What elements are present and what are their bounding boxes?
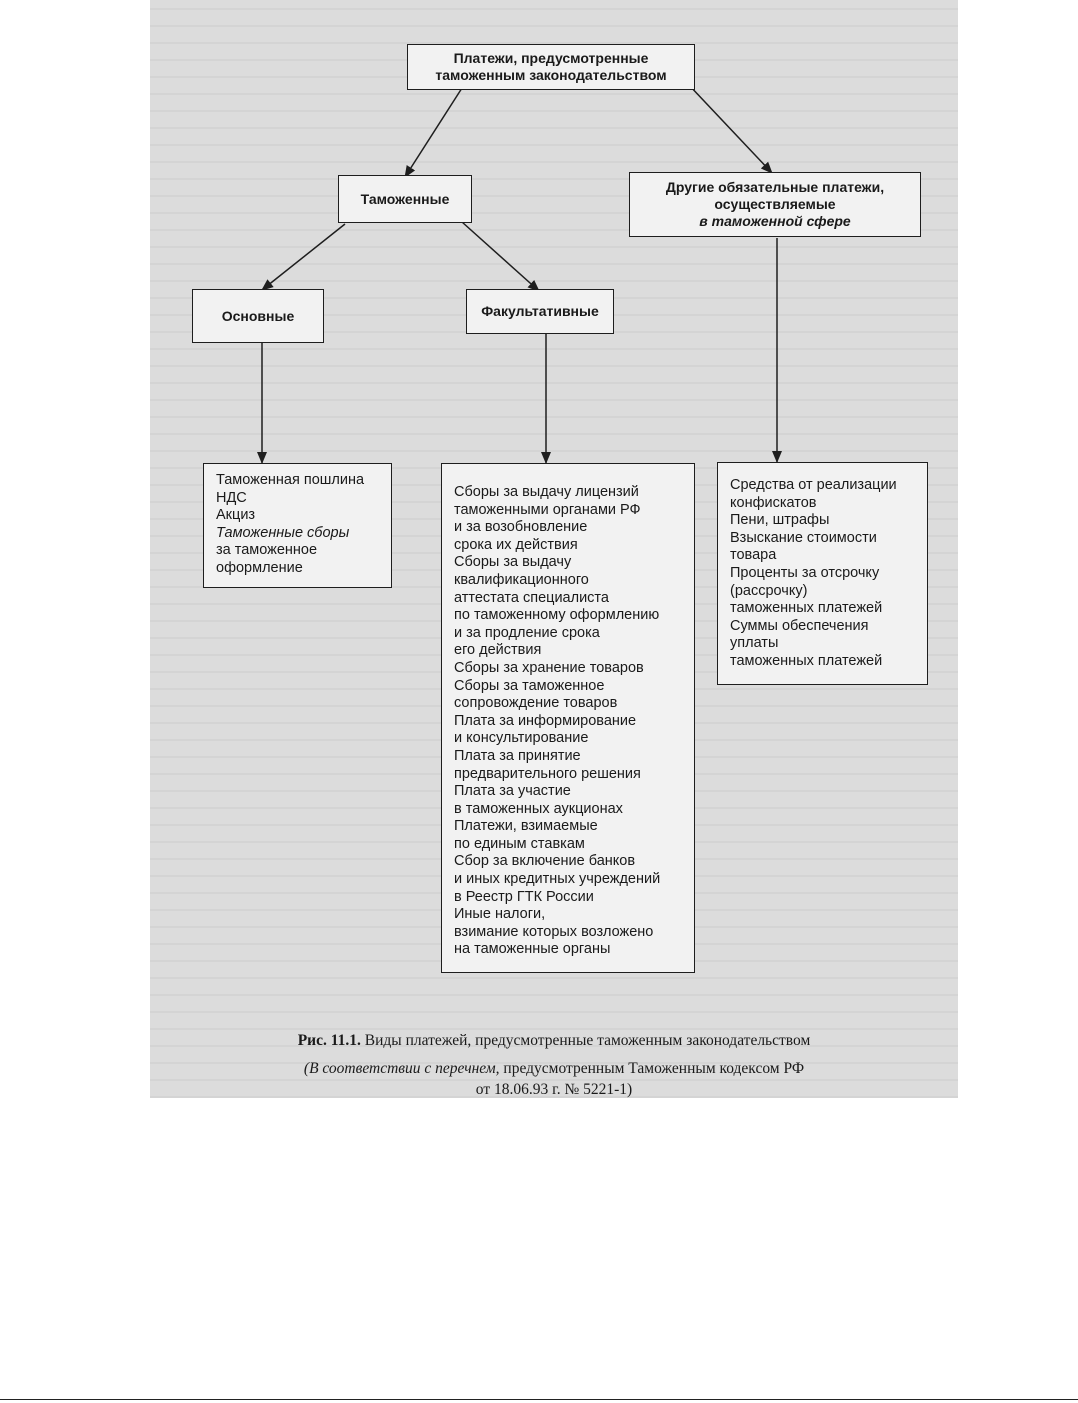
list-item: Взыскание стоимости	[730, 529, 877, 546]
list-item: квалификационного	[454, 571, 589, 588]
figure-note-italic: (В соответствии с перечнем,	[303, 1060, 500, 1077]
other-line-2: осуществляемые	[714, 196, 836, 212]
list-item: конфискатов	[730, 494, 817, 511]
figure-note	[150, 1058, 958, 1100]
list-item: товара	[730, 547, 777, 564]
optional-items-box	[441, 463, 695, 973]
list-item: Плата за информирование	[454, 712, 637, 729]
arrow-root-to-customs	[405, 88, 462, 177]
figure-note-rest: предусмотренным Таможенным кодексом РФ	[503, 1060, 805, 1077]
figure-note-line2: от 18.06.93 г. № 5221-1)	[475, 1081, 633, 1098]
list-item: Сбор за включение банков	[454, 853, 636, 870]
root-node	[407, 44, 695, 90]
optional-node	[466, 289, 614, 334]
list-item: Сборы за выдачу	[454, 554, 572, 571]
list-item: Таможенная пошлина	[216, 472, 365, 488]
list-item: Плата за участие	[454, 783, 571, 800]
list-item: в таможенных аукционах	[454, 800, 623, 817]
list-item: и иных кредитных учреждений	[454, 871, 661, 888]
root-line-1: Платежи, предусмотренные	[453, 50, 649, 66]
arrow-root-to-other	[688, 84, 772, 173]
other-payments-node	[629, 172, 921, 237]
list-item: Средства от реализации	[730, 477, 897, 493]
list-item: сопровождение товаров	[454, 695, 618, 712]
list-item: Сборы за хранение товаров	[454, 659, 644, 676]
list-item: в Реестр ГТК России	[454, 888, 594, 905]
list-item: Таможенные сборы	[216, 524, 350, 541]
optional-label: Факультативные	[481, 303, 599, 319]
list-item: и за возобновление	[454, 519, 588, 536]
other-line-1: Другие обязательные платежи,	[665, 179, 885, 195]
arrow-customs-to-basic	[262, 224, 345, 290]
list-item: таможенных платежей	[730, 652, 883, 669]
list-item: по единым ставкам	[454, 835, 585, 852]
list-item: и консультирование	[454, 730, 589, 747]
list-item: по таможенному оформлению	[454, 607, 660, 624]
figure-caption	[150, 1032, 958, 1050]
list-item: уплаты	[730, 635, 779, 652]
list-item: и за продление срока	[454, 624, 600, 641]
list-item: на таможенные органы	[454, 941, 611, 958]
figure-title: Виды платежей, предусмотренные таможенным законодательством	[364, 1032, 811, 1049]
other-line-3: в таможенной сфере	[699, 213, 851, 229]
basic-label: Основные	[221, 307, 295, 324]
basic-items-box	[203, 463, 392, 588]
list-item: Акциз	[216, 507, 256, 524]
list-item: (рассрочку)	[730, 582, 808, 599]
basic-node	[192, 289, 324, 343]
customs-label: Таможенные	[360, 190, 450, 207]
list-item: Сборы за таможенное	[454, 677, 605, 694]
bottom-rule	[0, 1399, 1078, 1400]
list-item: НДС	[216, 489, 247, 506]
figure-label: Рис. 11.1.	[297, 1032, 361, 1049]
list-item: Суммы обеспечения	[730, 617, 869, 634]
customs-node	[338, 175, 472, 223]
list-item: за таможенное	[216, 542, 318, 559]
list-item: Проценты за отсрочку	[730, 564, 880, 581]
list-item: Платежи, взимаемые	[454, 818, 598, 835]
list-item: оформление	[216, 559, 303, 576]
list-item: срока их действия	[454, 536, 578, 553]
list-item: аттестата специалиста	[454, 589, 609, 606]
list-item: таможенными органами РФ	[454, 501, 641, 518]
list-item: взимание которых возложено	[454, 923, 654, 940]
other-items-box	[717, 462, 928, 685]
list-item: Плата за принятие	[454, 747, 581, 764]
list-item: Пени, штрафы	[730, 512, 830, 529]
list-item: его действия	[454, 642, 542, 659]
arrow-customs-to-optional	[462, 222, 539, 291]
root-line-2: таможенным законодательством	[435, 67, 667, 83]
list-item: предварительного решения	[454, 765, 641, 782]
list-item: Иные налоги,	[454, 906, 546, 923]
list-item: Сборы за выдачу лицензий	[454, 484, 639, 500]
list-item: таможенных платежей	[730, 600, 883, 617]
